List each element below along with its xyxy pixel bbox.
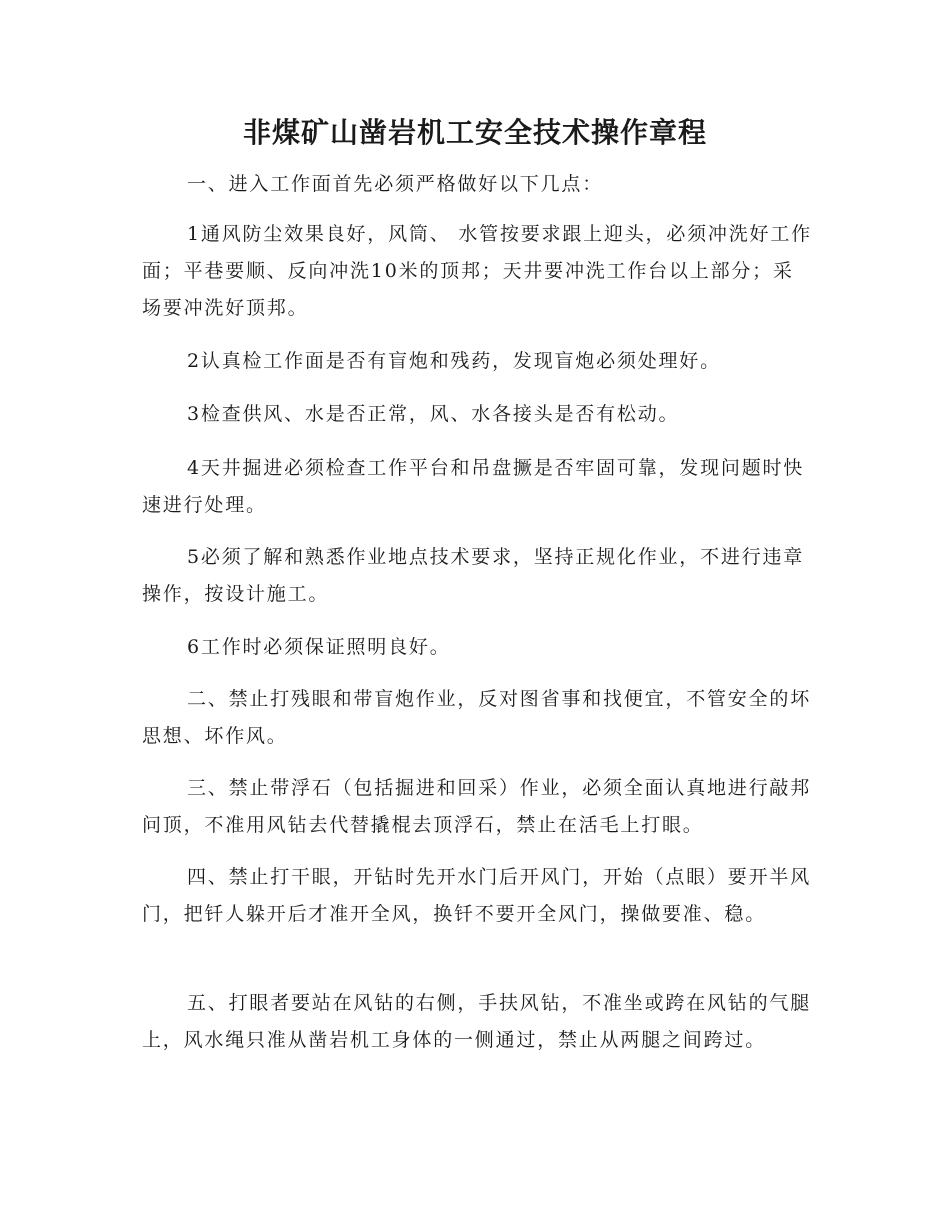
paragraph-item-6-lighting: 6工作时必须保证照明良好。	[187, 636, 451, 658]
paragraph-section-2: 二、禁止打残眼和带盲炮作业，反对图省事和找便宜，不管安全的坏思想、坏作风。	[142, 688, 812, 747]
paragraph-item-5-regulations: 5必须了解和熟悉作业地点技术要求，坚持正规化作业，不进行违章操作，按设计施工。	[142, 546, 805, 605]
document-title: 非煤矿山凿岩机工安全技术操作章程	[242, 116, 707, 149]
paragraph-section-5: 五、打眼者要站在风钻的右侧，手扶风钻，不准坐或跨在风钻的气腿上，风水绳只准从凿岩机工身体的一侧通过，禁止从两腿之间跨过。	[142, 992, 812, 1051]
paragraph-section-3: 三、禁止带浮石（包括掘进和回采）作业，必须全面认真地进行敲邦问顶，不准用风钻去代替撬棍去顶浮石，禁止在活毛上打眼。	[142, 777, 812, 836]
paragraph-item-3-air-water-check: 3检查供风、水是否正常，风、水各接头是否有松动。	[187, 403, 680, 425]
paragraph-section-4: 四、禁止打干眼，开钻时先开水门后开风门，开始（点眼）要开半风门，把钎人躲开后才准开全风，换钎不要开全风门，操做要准、稳。	[142, 866, 812, 925]
paragraph-item-1-ventilation: 1通风防尘效果良好，风筒、 水管按要求跟上迎头，必须冲洗好工作面；平巷要顺、反向冲洗10米的顶邦；天井要冲洗工作台以上部分；采场要冲洗好顶邦。	[142, 223, 812, 319]
paragraph-item-4-raise-platform: 4天井掘进必须检查工作平台和吊盘撅是否牢固可靠，发现问题时快速进行处理。	[142, 457, 805, 516]
paragraph-section-1-intro: 一、进入工作面首先必须严格做好以下几点：	[187, 173, 604, 195]
paragraph-item-2-misfire-check: 2认真检工作面是否有盲炮和残药，发现盲炮必须处理好。	[187, 350, 721, 372]
